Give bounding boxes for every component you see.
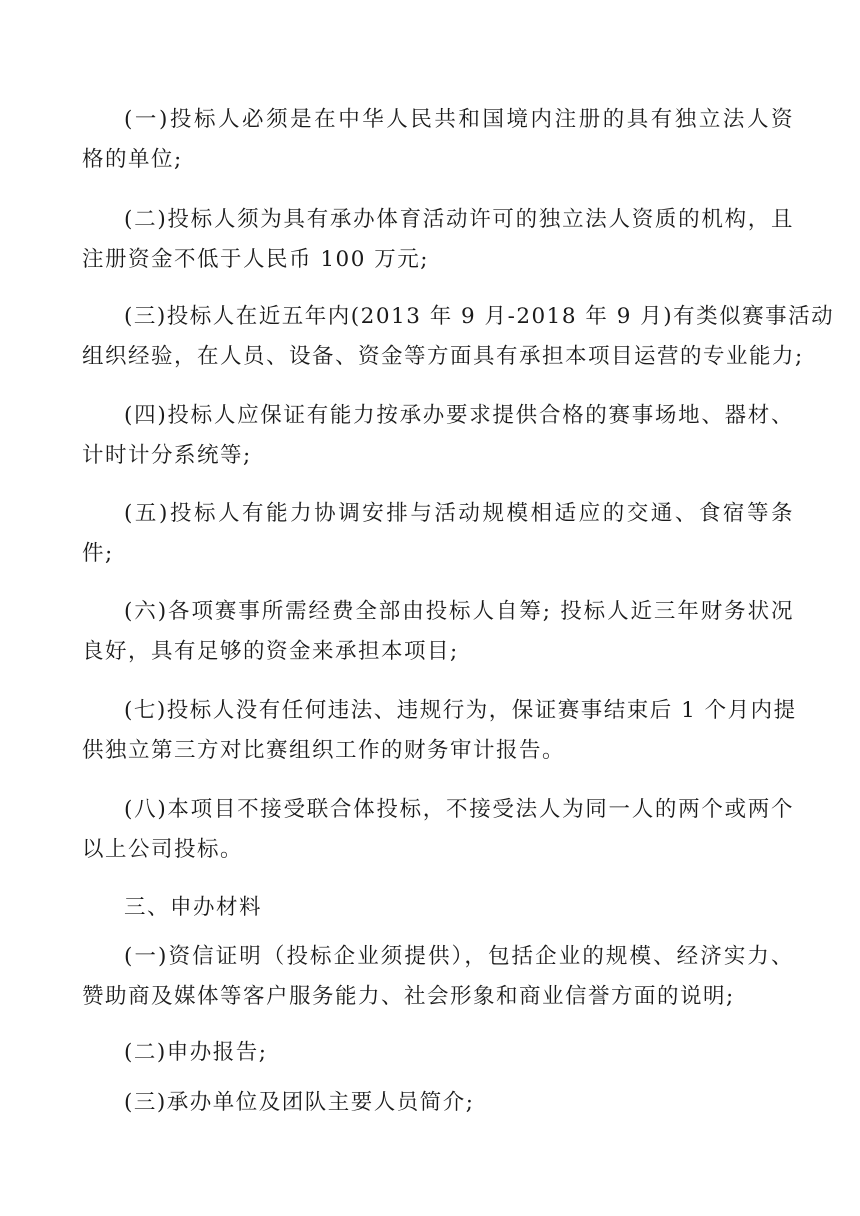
requirement-4 (82, 396, 794, 476)
requirement-2 (82, 200, 794, 280)
paragraph-line: 以上公司投标。 (82, 837, 244, 862)
section-title: 三、申办材料 (124, 895, 263, 920)
paragraph-line: 件; (82, 541, 114, 566)
paragraph-line: (一)资信证明（投标企业须提供），包括企业的规模、经济实力、 (124, 944, 794, 969)
paragraph-line: 计时计分系统等; (82, 443, 252, 468)
paragraph-line: 格的单位; (82, 147, 183, 172)
paragraph-line: (五)投标人有能力协调安排与活动规模相适应的交通、食宿等条 (124, 501, 794, 526)
material-1 (82, 937, 794, 1017)
paragraph-line: (六)各项赛事所需经费全部由投标人自筹; 投标人近三年财务状况 (124, 599, 794, 624)
requirement-5 (82, 494, 794, 574)
paragraph-line: 赞助商及媒体等客户服务能力、社会形象和商业信誉方面的说明; (82, 984, 735, 1009)
requirement-7 (82, 691, 797, 771)
section-heading (124, 888, 794, 928)
paragraph-line: (四)投标人应保证有能力按承办要求提供合格的赛事场地、器材、 (124, 403, 794, 428)
paragraph-line: (二)投标人须为具有承办体育活动许可的独立法人资质的机构，且 (124, 207, 794, 232)
paragraph-line: 良好，具有足够的资金来承担本项目; (82, 639, 459, 664)
paragraph-line: (七)投标人没有任何违法、违规行为，保证赛事结束后 1 个月内提 (124, 698, 797, 723)
requirement-3 (82, 297, 835, 377)
material-2 (124, 1033, 794, 1073)
material-3 (124, 1083, 794, 1123)
paragraph-line: (一)投标人必须是在中华人民共和国境内注册的具有独立法人资 (124, 107, 794, 132)
paragraph-line: (二)申办报告; (124, 1040, 268, 1065)
paragraph-line: 注册资金不低于人民币 100 万元; (82, 247, 429, 272)
paragraph-line: 组织经验，在人员、设备、资金等方面具有承担本项目运营的专业能力; (82, 344, 804, 369)
paragraph-line: (三)投标人在近五年内(2013 年 9 月-2018 年 9 月)有类似赛事活动 (124, 304, 835, 329)
paragraph-line: 供独立第三方对比赛组织工作的财务审计报告。 (82, 738, 566, 763)
requirement-6 (82, 592, 794, 672)
requirement-1 (82, 100, 794, 180)
requirement-8 (82, 790, 794, 870)
paragraph-line: (三)承办单位及团队主要人员简介; (124, 1090, 475, 1115)
paragraph-line: (八)本项目不接受联合体投标，不接受法人为同一人的两个或两个 (124, 797, 794, 822)
